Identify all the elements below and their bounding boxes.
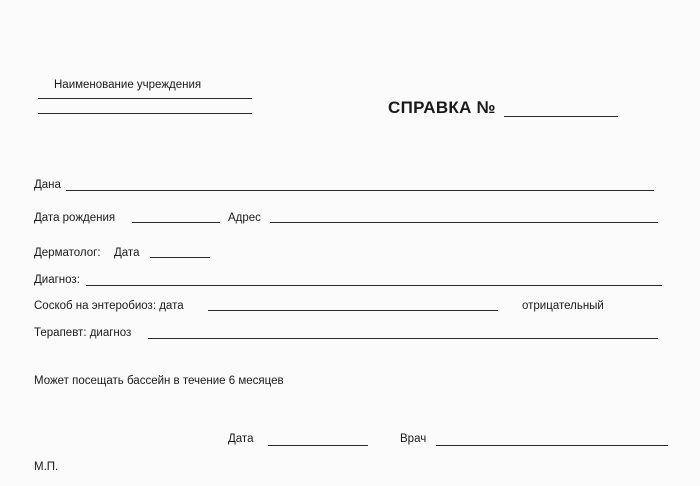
birth-date-line[interactable] xyxy=(132,222,220,223)
footer-date-label: Дата xyxy=(228,433,254,445)
doctor-label: Врач xyxy=(400,433,427,445)
institution-line-1[interactable] xyxy=(38,98,252,99)
given-line[interactable] xyxy=(66,190,654,191)
diagnosis-line[interactable] xyxy=(86,285,662,286)
stamp-label: М.П. xyxy=(34,461,59,473)
therapist-label: Терапевт: диагноз xyxy=(34,327,132,339)
birth-date-label: Дата рождения xyxy=(34,212,116,224)
institution-label: Наименование учреждения xyxy=(54,79,202,91)
institution-line-2[interactable] xyxy=(38,113,252,114)
dermatologist-label: Дерматолог: xyxy=(34,247,101,259)
therapist-diagnosis-line[interactable] xyxy=(148,338,658,339)
enterobiosis-result: отрицательный xyxy=(522,300,604,312)
dermatologist-date-line[interactable] xyxy=(150,257,210,258)
enterobiosis-date-line[interactable] xyxy=(208,310,498,311)
doctor-signature-line[interactable] xyxy=(436,445,668,446)
enterobiosis-label: Соскоб на энтеробиоз: дата xyxy=(34,300,184,312)
address-label: Адрес xyxy=(228,212,261,224)
dermatologist-date-label: Дата xyxy=(114,247,140,259)
given-label: Дана xyxy=(34,179,61,191)
footer-date-line[interactable] xyxy=(268,445,368,446)
diagnosis-label: Диагноз: xyxy=(34,274,80,286)
conclusion-text: Может посещать бассейн в течение 6 месяцев xyxy=(34,375,284,387)
certificate-title: СПРАВКА № xyxy=(388,98,496,117)
address-line[interactable] xyxy=(270,222,658,223)
certificate-number-line[interactable] xyxy=(504,116,618,117)
